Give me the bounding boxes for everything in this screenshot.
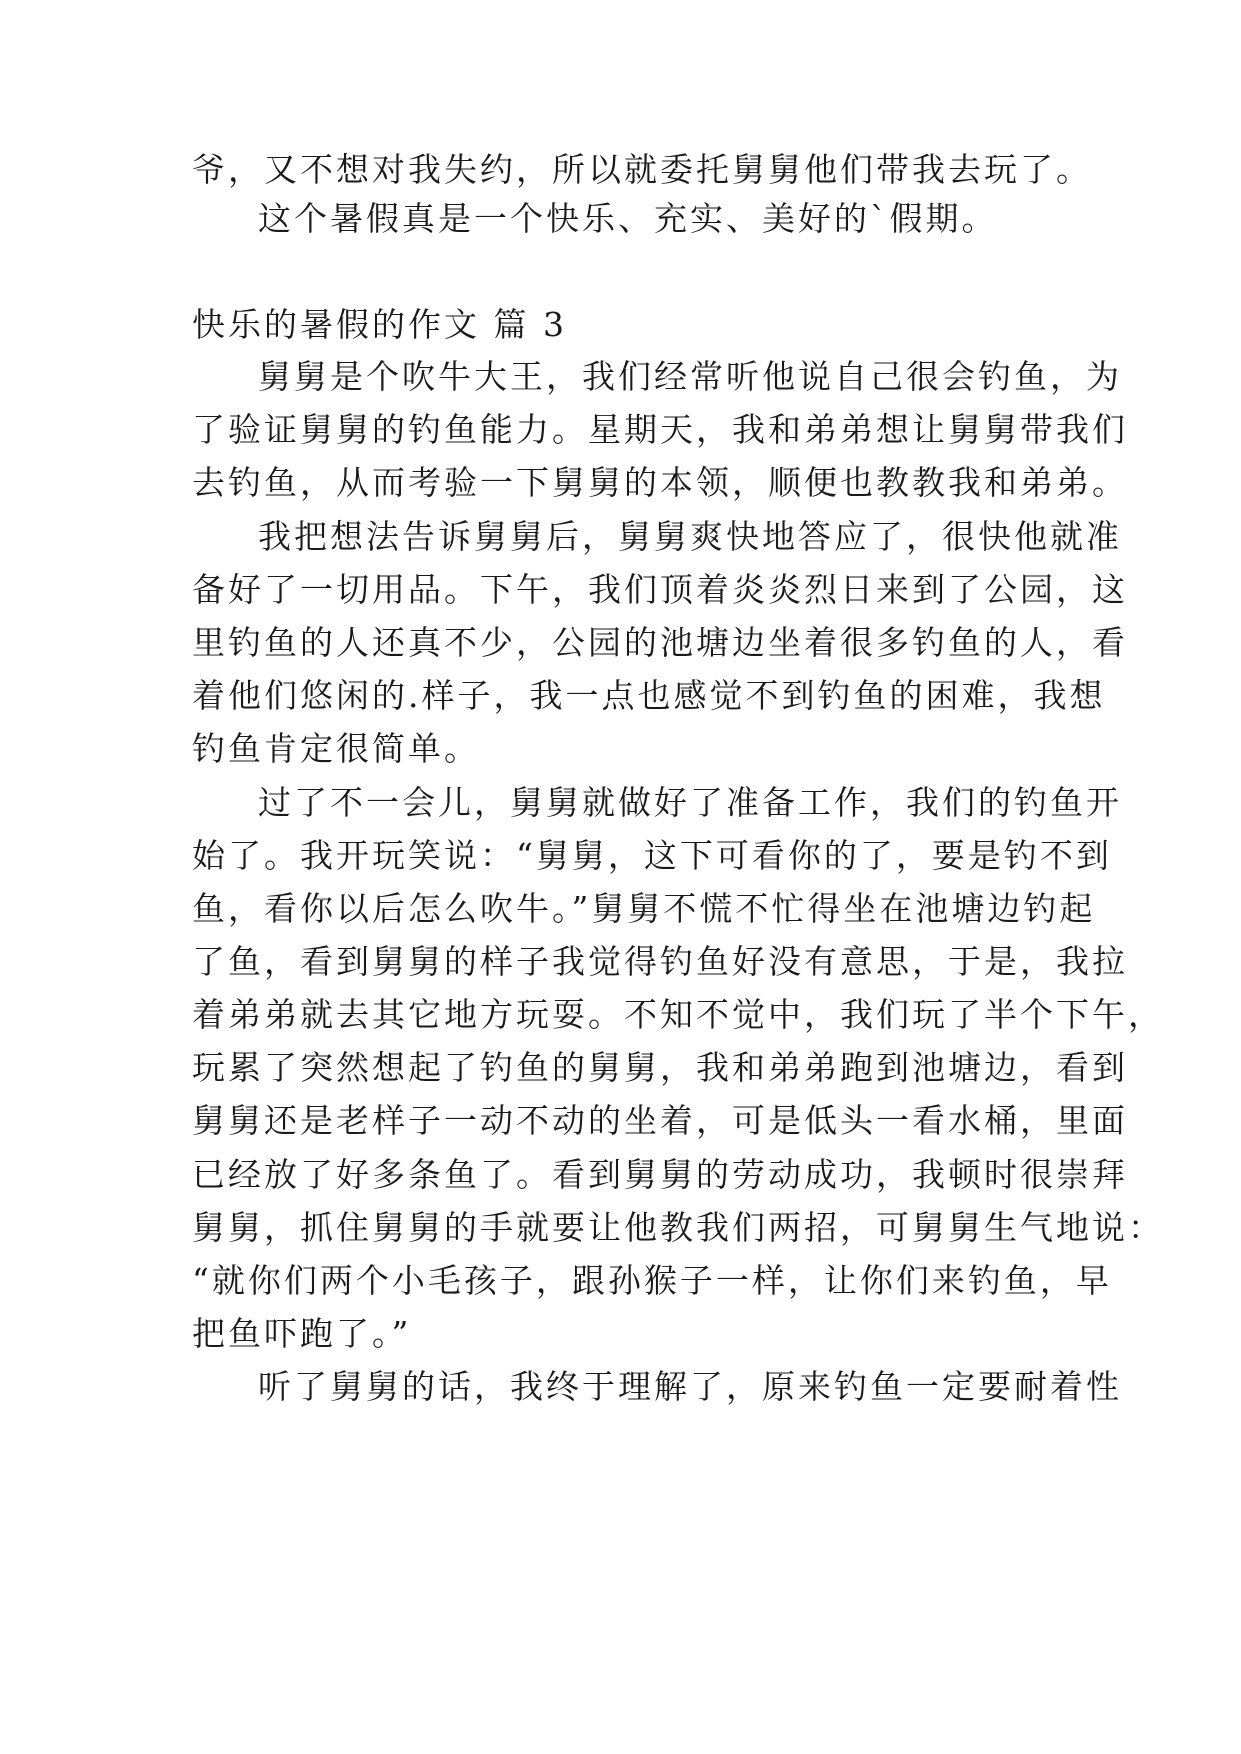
text-line: 这个暑假真是一个快乐、充实、美好的`假期。	[258, 199, 998, 238]
text-line: 爷，又不想对我失约，所以就委托舅舅他们带我去玩了。	[192, 150, 1092, 189]
text-line: 了验证舅舅的钓鱼能力。星期天，我和弟弟想让舅舅带我们	[192, 410, 1128, 449]
text-line: 里钓鱼的人还真不少，公园的池塘边坐着很多钓鱼的人，看	[192, 623, 1128, 662]
section-heading: 快乐的暑假的作文 篇 3	[192, 305, 567, 344]
text-line: “就你们两个小毛孩子，跟孙猴子一样，让你们来钓鱼，早	[192, 1261, 1112, 1300]
text-line: 听了舅舅的话，我终于理解了，原来钓鱼一定要耐着性	[258, 1367, 1122, 1406]
text-line: 我把想法告诉舅舅后，舅舅爽快地答应了，很快他就准	[258, 517, 1122, 556]
text-line: 始了。我开玩笑说：“舅舅，这下可看你的了，要是钓不到	[192, 836, 1112, 875]
text-line: 已经放了好多条鱼了。看到舅舅的劳动成功，我顿时很崇拜	[192, 1155, 1128, 1194]
text-line: 钓鱼肯定很简单。	[192, 729, 480, 768]
text-line: 了鱼，看到舅舅的样子我觉得钓鱼好没有意思，于是，我拉	[192, 942, 1128, 981]
text-line: 着他们悠闲的.样子，我一点也感觉不到钓鱼的困难，我想	[192, 676, 1106, 715]
text-line: 舅舅是个吹牛大王，我们经常听他说自己很会钓鱼，为	[258, 357, 1122, 396]
text-line: 去钓鱼，从而考验一下舅舅的本领，顺便也教教我和弟弟。	[192, 463, 1128, 502]
text-line: 备好了一切用品。下午，我们顶着炎炎烈日来到了公园，这	[192, 570, 1128, 609]
text-line: 鱼，看你以后怎么吹牛。”舅舅不慌不忙得坐在池塘边钓起	[192, 889, 1096, 928]
text-line: 玩累了突然想起了钓鱼的舅舅，我和弟弟跑到池塘边，看到	[192, 1048, 1128, 1087]
text-line: 舅舅还是老样子一动不动的坐着，可是低头一看水桶，里面	[192, 1101, 1128, 1140]
text-line: 着弟弟就去其它地方玩耍。不知不觉中，我们玩了半个下午，	[192, 995, 1164, 1034]
text-line: 把鱼吓跑了。”	[192, 1314, 412, 1353]
text-line: 过了不一会儿，舅舅就做好了准备工作，我们的钓鱼开	[258, 783, 1122, 822]
text-line: 舅舅，抓住舅舅的手就要让他教我们两招，可舅舅生气地说：	[192, 1208, 1164, 1247]
